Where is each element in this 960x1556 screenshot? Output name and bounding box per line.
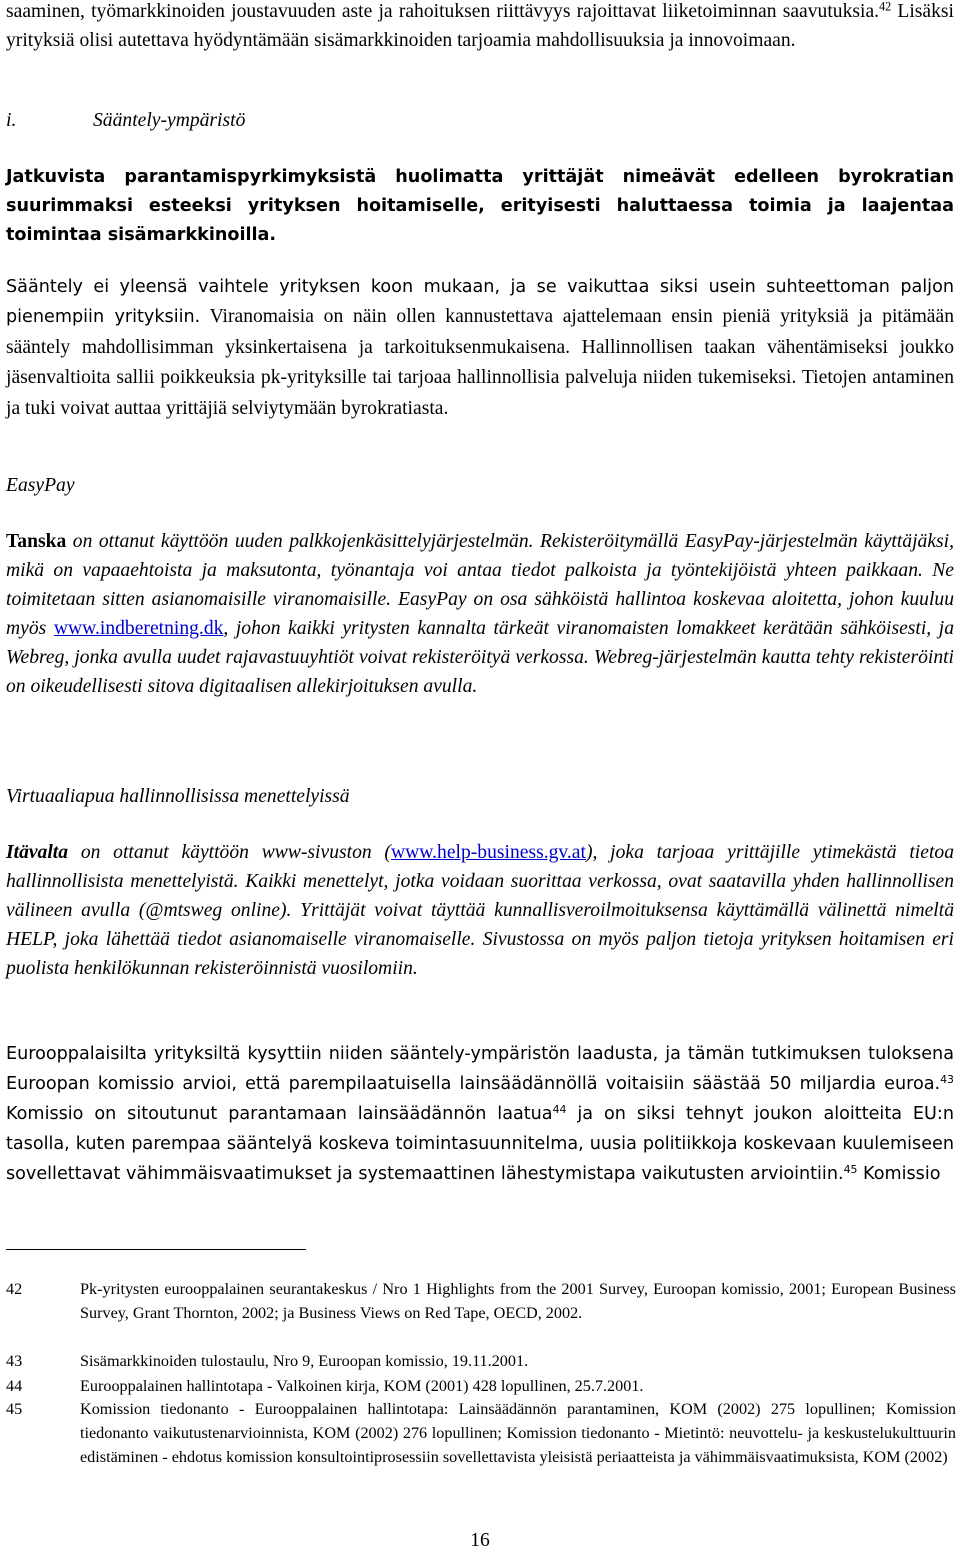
footnote-separator (6, 1249, 306, 1250)
footnote-number: 44 (6, 1377, 23, 1395)
commission-text-2: Komissio on sitoutunut parantamaan lainsäädännön laatua (6, 1104, 553, 1124)
indberetning-link[interactable]: www.indberetning.dk (53, 618, 224, 639)
footnote-text: Sisämarkkinoiden tulostaulu, Nro 9, Euroopan komissio, 19.11.2001. (80, 1352, 529, 1370)
footnote-number: 42 (6, 1280, 23, 1298)
regulation-paragraph (6, 273, 954, 424)
intro-paragraph (6, 0, 954, 55)
footnote-text: Eurooppalainen hallintotapa - Valkoinen kirja, KOM (2001) 428 lopullinen, 25.7.2001. (80, 1377, 644, 1395)
intro-text-b: Lisäksi yrityksiä olisi autettava hyödyntämään sisämarkkinoiden tarjoamia mahdollisuuksia ja innovoimaan. (6, 1, 954, 51)
easypay-country: Tanska (6, 531, 67, 552)
commission-text-4: Komissio (857, 1164, 941, 1184)
easypay-text-2: , johon kaikki yritysten kannalta tärkeät viranomaisten lomakkeet kerätään sähköisesti, ja Webreg, jonka avulla uudet rajavastuuyhtiöt voivat rekisteröityä verkossa. Webreg-järjestelmän kautta tehty rekisteröinti on oikeudellisesti sitova digitaalisen allekirjoituksen avulla. (6, 618, 954, 697)
bold-lead-paragraph: Jatkuvista parantamispyrkimyksistä huolimatta yrittäjät nimeävät edelleen byrokratian suurimmaksi esteeksi yrityksen hoitamiselle, erityisesti haluttaessa toimia ja laajentaa toimintaa sisämarkkinoilla. (6, 167, 954, 245)
footnote-text: Komission tiedonanto - Eurooppalainen hallintotapa: Lainsäädännön parantaminen, KOM (2002) 275 lopullinen; Komission tiedonanto vaikutustenarvioinnista, KOM (2002) 276 lopullinen; Komission tiedonanto - Mietintö: neuvottelu- ja keskustelukulttuurin edistäminen - ehdotus komission konsultointiprosessiin sovellettavista yleisistä periaatteista ja vähimmäisvaatimuksista, KOM (2002) (80, 1400, 956, 1466)
easypay-text-1: on ottanut käyttöön uuden palkkojenkäsittelyjärjestelmän. Rekisteröitymällä EasyPay-järjestelmän käyttäjäksi, mikä on vapaaehtoista ja maksutonta, työnantaja voi antaa tiedot palkoista ja työntekijöistä yhteen paikkaan. Ne toimitetaan sitten asianomaisille viranomaisille. EasyPay on osa sähköistä hallintoa koskevaa aloitetta, johon kuuluu myös (6, 531, 954, 639)
easypay-paragraph (6, 527, 954, 701)
virtual-help-heading: Virtuaaliapua hallinnollisissa menettelyissä (6, 786, 350, 807)
virtual-text-1: on ottanut käyttöön www-sivuston ( (68, 842, 391, 863)
footnote-45 (6, 1397, 956, 1469)
commission-text-1: Eurooppalaisilta yrityksiltä kysyttiin niiden sääntely-ympäristön laadusta, ja tämän tutkimuksen tuloksena Euroopan komissio arvioi, että parempilaatuisella lainsäädännöllä voitaisiin säästää 50 miljardia euroa. (6, 1044, 954, 1094)
page-number: 16 (470, 1530, 490, 1551)
section-heading (6, 110, 245, 132)
intro-text-a: saaminen, työmarkkinoiden joustavuuden aste ja rahoituksen riittävyys rajoittavat liiketoiminnan saavutuksia. (6, 1, 880, 22)
footnote-text: Pk-yritysten eurooppalainen seurantakeskus / Nro 1 Highlights from the 2001 Survey, Euroopan komissio, 2001; European Business Survey, Grant Thornton, 2002; ja Business Views on Red Tape, OECD, 2002. (80, 1280, 956, 1322)
footnote-ref-43: 43 (940, 1073, 954, 1086)
virtual-country: Itävalta (6, 842, 69, 863)
easypay-heading: EasyPay (6, 475, 75, 496)
help-business-link[interactable]: www.help-business.gv.at (390, 842, 586, 863)
section-title: Sääntely-ympäristö (93, 110, 246, 131)
footnote-number: 45 (6, 1400, 23, 1418)
section-marker: i. (6, 110, 17, 131)
virtual-help-paragraph (6, 838, 954, 983)
virtual-text-2: ), joka tarjoaa yrittäjille ytimekästä tietoa hallinnollisista menettelyistä. Kaikki menettelyt, jotka voidaan suorittaa verkossa, ovat saatavilla yhden hallinnollisen välineen avulla (@mtsweg online). Yrittäjät voivat täyttää kunnallisveroilmoituksensa käyttämällä välinettä nimeltä HELP, joka lähettää tiedot asianomaiselle viranomaiselle. Sivustossa on myös paljon tietoja yrityksen hoitamisen eri puolista henkilökunnan rekisteröinnistä vuosilomiin. (6, 842, 954, 979)
footnote-ref-44: 44 (552, 1103, 567, 1116)
footnote-43 (6, 1349, 956, 1373)
commission-paragraph (6, 1039, 954, 1189)
footnote-ref-42: 42 (879, 0, 892, 14)
footnote-42 (6, 1277, 956, 1325)
regulation-text-1: Sääntely ei yleensä vaihtele yrityksen koon mukaan, ja se vaikuttaa siksi usein suhteettoman paljon pienempiin yrityksiin. (6, 277, 954, 328)
footnote-44 (6, 1374, 956, 1398)
commission-text-3: ja on siksi tehnyt joukon aloitteita EU:n tasolla, kuten parempaa sääntelyä koskeva toimintasuunnitelma, uusia politiikkoja koskevaan kuulemiseen sovellettavat vähimmäisvaatimukset ja systemaattinen lähestymistapa vaikutusten arviointiin. (6, 1104, 954, 1184)
footnote-ref-45: 45 (843, 1163, 858, 1176)
regulation-text-2: Viranomaisia on näin ollen kannustettava ajattelemaan ensin pieniä yrityksiä ja pitämään sääntely mahdollisimman yksinkertaisena ja tarkoituksenmukaisena. Hallinnollisen taakan vähentämiseksi joukko jäsenvaltioita sallii poikkeuksia pk-yrityksille tai tarjoaa hallinnollisia palveluja niiden tukemiseksi. Tietojen antaminen ja tuki voivat auttaa yrittäjiä selviytymään byrokratiasta. (6, 306, 955, 419)
footnote-number: 43 (6, 1352, 23, 1370)
